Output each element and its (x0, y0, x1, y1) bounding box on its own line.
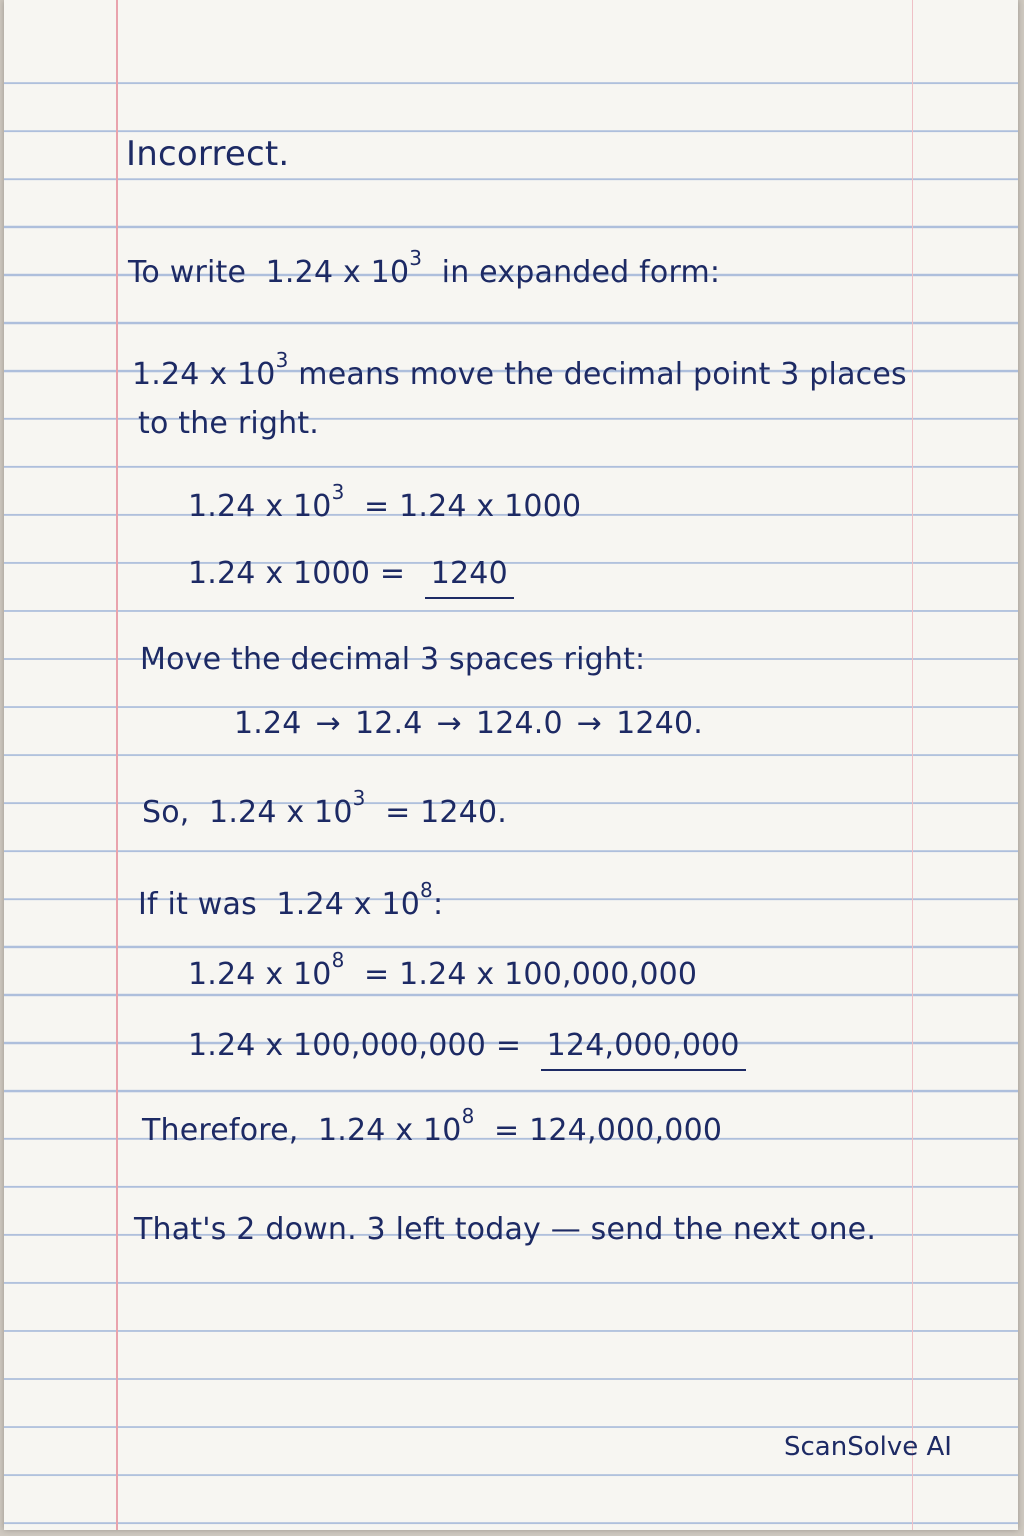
explain-line-1: 1.24 x $10^3$ means move the decimal point 3 places (132, 348, 907, 392)
step-1-equation: 1.24 x $10^3 = 1.24$ x 1000 (188, 480, 582, 524)
move-step: 12.4 (354, 706, 423, 741)
brand-signature: ScanSolve AI (784, 1432, 952, 1462)
so-line: So, 1.24 x $10^3 = 1240$. (142, 786, 508, 830)
intro-prefix: To write (128, 255, 247, 290)
if-line: If it was 1.24 x $10^8$: (138, 878, 444, 922)
explain-line-2: to the right. (138, 406, 320, 441)
step-2-result: 1240 (425, 556, 514, 599)
therefore-line: Therefore, 1.24 x $10^8 = 124,000,000$ (142, 1104, 723, 1148)
arrow-icon: → (576, 706, 603, 741)
step-4-equation: 1.24 x 100,000,000 = 124,000,000 (188, 1028, 746, 1063)
step-4-result: 124,000,000 (541, 1028, 746, 1071)
move-steps (234, 706, 703, 741)
arrow-icon: → (315, 706, 341, 741)
move-step: 1.24 (234, 706, 302, 741)
right-margin-line (912, 0, 913, 1530)
verdict-heading: Incorrect. (126, 134, 290, 174)
move-step: 1240. (616, 706, 704, 741)
step-2-equation: 1.24 x 1000 = 1240 (188, 556, 514, 591)
move-heading: Move the decimal 3 spaces right: (140, 642, 646, 677)
notebook-paper (4, 0, 1018, 1530)
intro-line (128, 246, 721, 290)
step-3-equation: 1.24 x $10^8 = 1.24$ x 100,000,000 (188, 948, 698, 992)
intro-suffix: in expanded form: (441, 255, 721, 290)
closing-line: That's 2 down. 3 left today — send the next one. (134, 1212, 877, 1247)
intro-expression: 1.24 x $10^3$ (265, 246, 423, 290)
left-margin-line (116, 0, 118, 1530)
move-step: 124.0 (475, 706, 563, 741)
arrow-icon: → (436, 706, 462, 741)
